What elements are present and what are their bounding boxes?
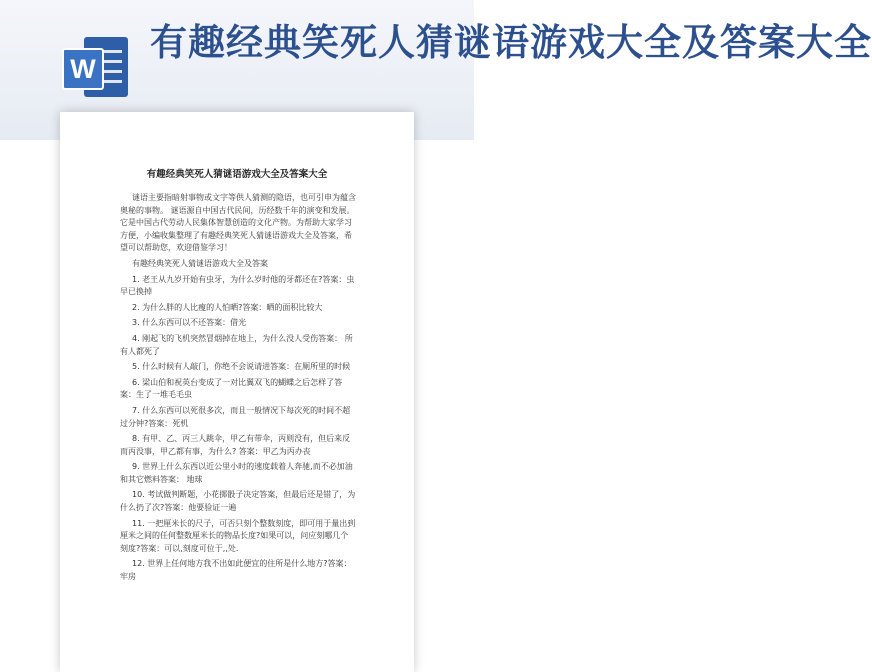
document-body bbox=[120, 192, 356, 587]
paragraph: 7. 什么东西可以死很多次，而且一般情况下每次死的时间不超过分钟?答案：死机 bbox=[120, 405, 351, 428]
paragraph: 4. 刚起飞的飞机突然冒烟掉在地上，为什么没人受伤答案： 所有人都死了 bbox=[120, 333, 353, 356]
paragraph: 10. 考试做判断题，小花掷骰子决定答案，但最后还是错了，为什么扔了次?答案：他要验证一遍 bbox=[120, 490, 356, 513]
paragraph: 12. 世界上任何地方我不出如此便宜的住所是什么地方?答案： 牢房 bbox=[120, 559, 352, 582]
paragraph: 谜语主要指暗射事物或文字等供人猜测的隐语，也可引申为蕴含奥秘的事物。 谜语源自中国古代民间，历经数千年的演变和发展。它是中国古代劳动人民集体智慧创造的文化产物。为帮助大家学习方便，小编收集整理了有趣经典笑死人猜谜语游戏大全及答案，希望可以帮助您，欢迎借鉴学习！ bbox=[120, 193, 356, 253]
word-document-icon bbox=[62, 34, 128, 102]
paragraph: 11. 一把厘米长的尺子，可否只刻个整数刻度，即可用于量出到厘米之间的任何整数厘米长的物品长度?如果可以，问应刻哪几个刻度?答案：可以,刻度可位于,,处. bbox=[120, 518, 356, 553]
document-page bbox=[60, 112, 414, 672]
paragraph: 有趣经典笑死人猜谜语游戏大全及答案 bbox=[132, 258, 268, 268]
paragraph: 8. 有甲、乙、丙三人跳伞，甲乙有带伞，丙则没有，但后来反而丙没事，甲乙都有事，为什么? 答案：甲乙为丙办丧 bbox=[120, 434, 351, 456]
word-logo-letter: W bbox=[62, 48, 104, 90]
banner-title: 有趣经典笑死人猜谜语游戏大全及答案大全 bbox=[150, 21, 872, 64]
paragraph: 5. 什么时候有人敲门，你绝不会说请进答案：在厕所里的时候 bbox=[132, 362, 351, 372]
paragraph: 2. 为什么胖的人比瘦的人怕晒?答案：晒的面积比较大 bbox=[132, 302, 323, 312]
paragraph: 6. 梁山伯和祝英台变成了一对比翼双飞的蝴蝶之后怎样了答案：生了一堆毛毛虫 bbox=[120, 377, 343, 400]
paragraph: 3. 什么东西可以不还答案：借光 bbox=[132, 318, 247, 328]
document-title: 有趣经典笑死人猜谜语游戏大全及答案大全 bbox=[146, 169, 328, 180]
paragraph: 1. 老王从九岁开始有虫牙，为什么岁时他的牙都还在?答案：虫早已换掉 bbox=[120, 274, 355, 297]
paragraph: 9. 世界上什么东西以近公里小时的速度载着人奔驰,而不必加油和其它燃料答案： 地球 bbox=[120, 462, 353, 484]
